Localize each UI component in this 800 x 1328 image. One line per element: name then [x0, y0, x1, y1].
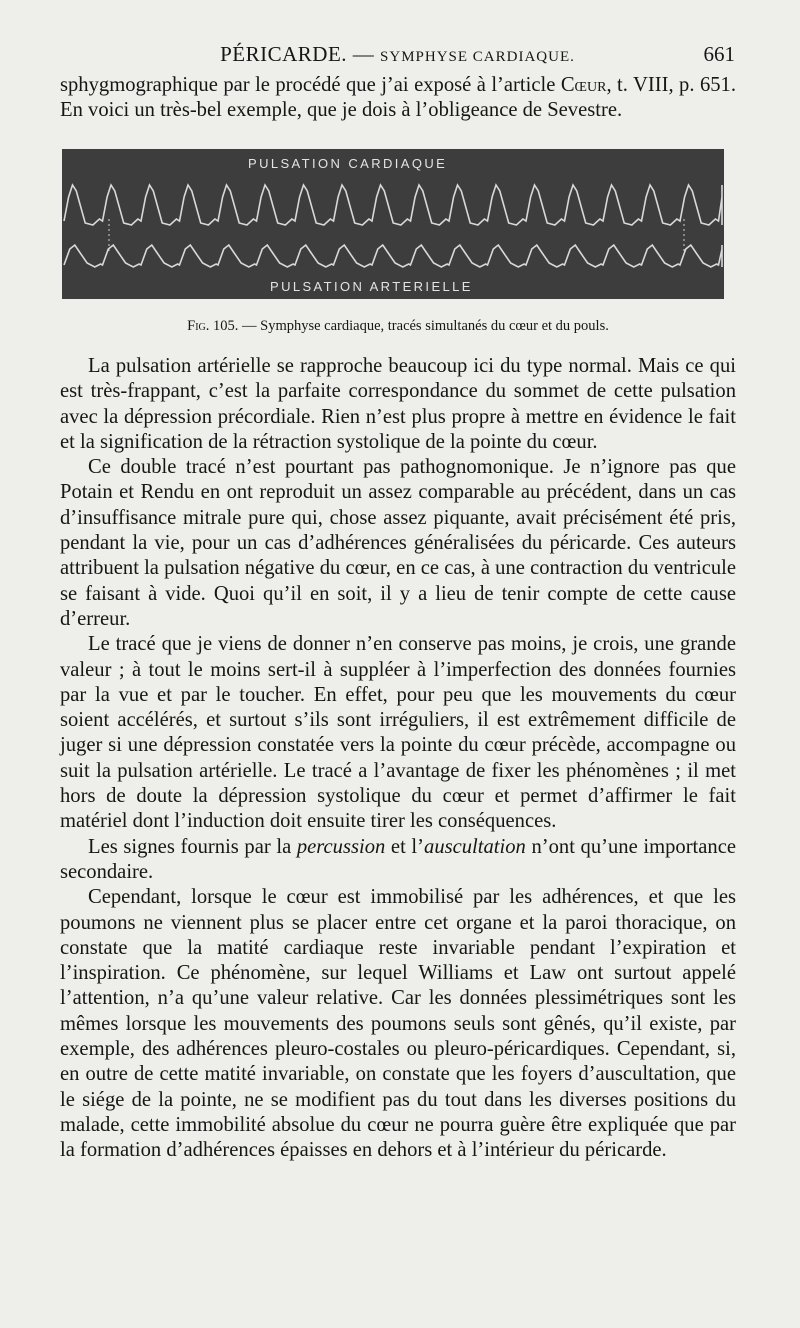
p4-part-c: n’ont qu’une importance secondaire.: [60, 835, 737, 883]
p4-percussion: percussion: [296, 835, 386, 858]
paragraph-3: Le tracé que je viens de donner n’en conserve pas moins, je crois, une grande valeur ; à tout le moins sert-il à suppléer à l’imperfection des données fournies par la vue et par le toucher. En effet, pour peu que les mouvements du cœur soient accélérés, et surtout s’ils sont irréguliers, il est extrêmement difficile de juger si une dépression constatée vers la pointe du cœur précède, accompagne ou suit la pulsation artérielle. Le tracé a l’avantage de fixer les phénomènes ; il met hors de doute la dépression systolique du cœur et permet d’affirmer le fait matériel dont l’induction doit ensuite tirer les conséquences.: [60, 633, 736, 833]
top-trace-label: PULSATION CARDIAQUE: [248, 156, 448, 171]
p4-part-a: Les signes fournis par la: [88, 835, 297, 858]
p4-part-b: et l’: [385, 835, 425, 858]
figure-caption-text: — Symphyse cardiaque, tracés simultanés du cœur et du pouls.: [238, 318, 609, 334]
figure-number: Fig. 105.: [187, 318, 239, 334]
paragraph-5: Cependant, lorsque le cœur est immobilisé par les adhérences, et que les poumons ne viennent plus se placer entre cet organe et la paroi thoracique, on constate que la matité cardiaque reste invariable pendant l’expiration et l’inspiration. Ce phénomène, sur lequel Williams et Law ont surtout appelé l’attention, n’a qu’une valeur relative. Car les données plessimétriques sont les mêmes lorsque les mouvements des poumons seuls sont gênés, qu’il existe, par exemple, des adhérences pleuro-costales ou pleuro-péricardiques. Cependant, si, en outre de cette matité invariable, on constate que les foyers d’auscultation, que le siége de la pointe, ne se modifient pas du tout dans les diverses positions du malade, cette immobilité absolue du cœur ne pourra guère être expliquée que par la formation d’adhérences épaisses en dehors et à l’intérieur du péricarde.: [60, 886, 736, 1162]
running-title: [60, 42, 735, 67]
intro-text: [60, 73, 736, 124]
running-header: [60, 42, 735, 70]
paragraph-2: Ce double tracé n’est pourtant pas pathognomonique. Je n’ignore pas que Potain et Rendu en ont reproduit un assez comparable au précédent, dans un cas d’insuffisance mitrale pure qui, chose assez piquante, avait précisément été pris, pendant la vie, pour un cas d’adhérences généralisées du péricarde. Ces auteurs attribuent la pulsation négative du cœur, en ce cas, à une contraction du ventricule se faisant à vide. Quoi qu’il en soit, il y a lieu de tenir compte de cette cause d’erreur.: [60, 456, 736, 630]
body-text: [60, 354, 736, 1164]
figure-caption: [60, 317, 736, 335]
pulse-tracing-figure: [62, 149, 724, 299]
page-number: 661: [703, 42, 735, 66]
intro-paragraph: [60, 73, 736, 124]
intro-part-2: , t. VIII, p. 651. En voici un très-bel exemple, que je dois à l’obligeance de Sevestre.: [60, 74, 736, 122]
tracing-svg: [62, 149, 724, 299]
running-title-sub: SYMPHYSE CARDIAQUE.: [380, 49, 575, 65]
intro-coeur-ref: Cœur: [560, 74, 607, 96]
intro-part-1: sphygmographique par le procédé que j’ai exposé à l’article: [60, 74, 561, 96]
paragraph-4: [60, 835, 736, 886]
p4-auscultation: auscultation: [424, 835, 526, 858]
bottom-trace-label: PULSATION ARTERIELLE: [270, 279, 473, 294]
running-title-main: PÉRICARDE. —: [220, 42, 375, 66]
paragraph-1: La pulsation artérielle se rapproche beaucoup ici du type normal. Mais ce qui est très-frappant, c’est la parfaite correspondance du sommet de cette pulsation avec la dépression précordiale. Rien n’est plus propre à mettre en évidence le fait et la signification de la rétraction systolique de la pointe du cœur.: [60, 355, 736, 453]
